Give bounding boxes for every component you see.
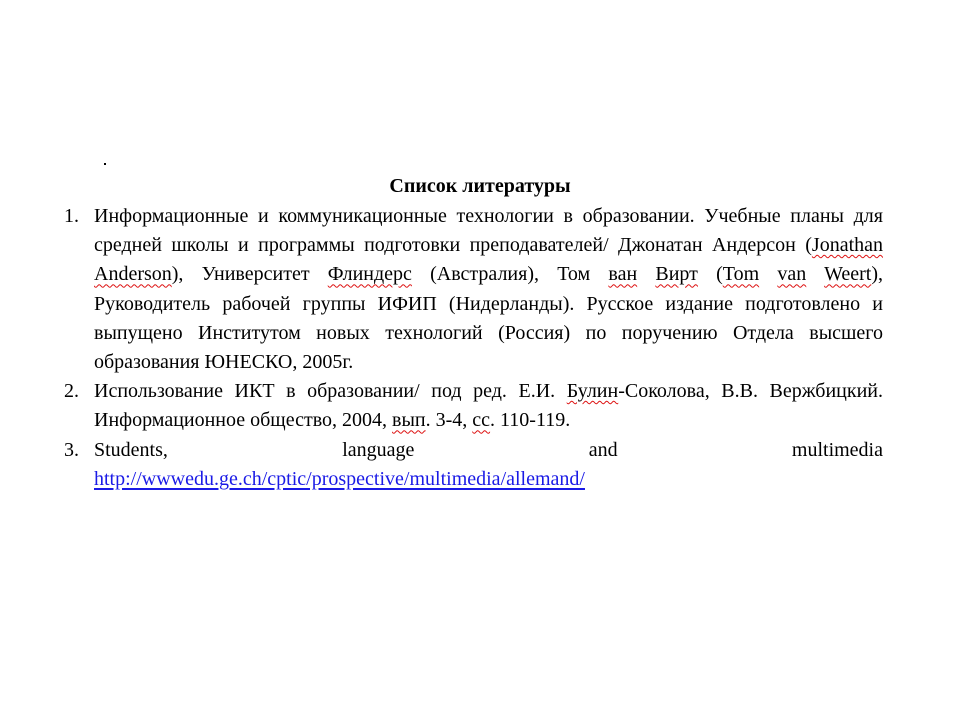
- spellcheck-word: Anderson: [94, 263, 172, 286]
- spellcheck-word: Булин: [566, 380, 619, 403]
- reference-list: [64, 202, 883, 494]
- spellcheck-word: Флиндерс: [327, 263, 412, 286]
- spellcheck-word: Weert: [824, 263, 872, 286]
- list-item-continuation: [64, 465, 883, 494]
- list-item: [64, 377, 883, 435]
- list-item: [64, 436, 883, 465]
- spellcheck-word: Вирт: [655, 263, 698, 286]
- stray-mark: [104, 163, 106, 165]
- spellcheck-word: сс: [472, 409, 491, 432]
- spellcheck-word: van: [777, 263, 807, 286]
- reference-text: Использование ИКТ в образовании/ под ред. Е.И. Булин-Соколова, В.В. Вержбицкий. Информационное общество, 2004, вып. 3-4, сс. 110-119.: [94, 380, 883, 432]
- page-title: Список литературы: [389, 175, 571, 197]
- item-number: 3.: [64, 438, 79, 461]
- spellcheck-word: вып: [392, 409, 426, 432]
- item-number: 2.: [64, 380, 79, 403]
- reference-link[interactable]: http://wwwedu.ge.ch/cptic/prospective/multimedia/allemand/: [94, 467, 585, 490]
- spellcheck-word: Tom: [722, 263, 760, 286]
- spellcheck-word: Jonathan: [811, 234, 883, 257]
- spellcheck-word: ван: [608, 263, 638, 286]
- list-item: [64, 202, 883, 377]
- reference-text: Students, language and multimedia: [94, 438, 883, 461]
- reference-text: Информационные и коммуникационные технологии в образовании. Учебные планы для средней школы и программы подготовки преподавателей/ Джонатан Андерсон (Jonathan Anderson), Университет Флиндерс (Австралия), Том ван Вирт (Tom van Weert), Руководитель рабочей группы ИФИП (Нидерланды). Русское издание подготовлено и выпущено Институтом новых технологий (Россия) по поручению Отдела высшего образования ЮНЕСКО, 2005г.: [94, 205, 884, 374]
- item-number: 1.: [64, 205, 79, 227]
